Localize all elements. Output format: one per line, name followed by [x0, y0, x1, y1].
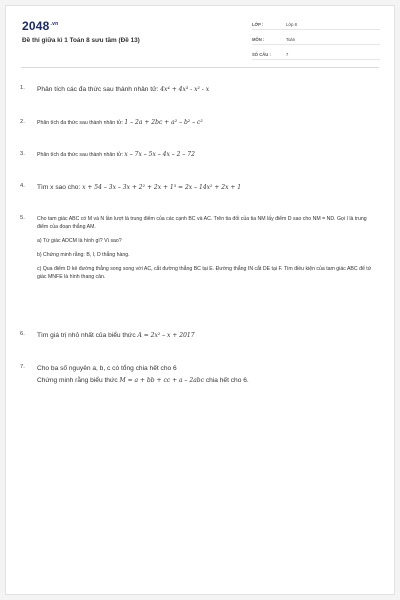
question-prompt: Phân tích các đa thức sau thành nhân tử:	[37, 86, 161, 93]
question-number: 3.	[20, 151, 25, 157]
question-number: 7.	[20, 364, 25, 370]
site-logo[interactable]	[22, 19, 58, 33]
question-line: Cho ba số nguyên a, b, c có tổng chia hết cho 6	[37, 365, 177, 372]
question-1	[20, 85, 378, 94]
question-math: 1 – 2a + 2bc + a² – b² – c²	[124, 119, 203, 126]
question-suffix: chia hết cho 6.	[204, 377, 249, 384]
question-number: 5.	[20, 215, 25, 221]
question-math: 4x⁴ + 4x³ - x² - x	[160, 86, 210, 93]
question-part-a: a) Tứ giác ADCM là hình gì? Vì sao?	[37, 238, 122, 244]
question-prompt: Tìm x sao cho:	[37, 184, 83, 191]
exam-meta	[252, 17, 380, 62]
logo-main: 2048	[22, 19, 50, 33]
header-divider	[21, 67, 379, 68]
meta-label: MÔN :	[252, 37, 265, 42]
question-number: 4.	[20, 183, 25, 189]
exam-page	[5, 5, 395, 595]
question-math: M = a + bb + cc + a – 2abc	[119, 377, 204, 384]
question-text	[37, 151, 378, 159]
question-7	[20, 364, 378, 385]
question-4	[20, 183, 378, 192]
exam-title: Đề thi giữa kì 1 Toán 8 sưu tầm (Đề 13)	[22, 37, 140, 44]
question-5	[20, 215, 378, 281]
question-3	[20, 151, 378, 159]
question-2	[20, 119, 378, 127]
question-part-b: b) Chứng minh rằng: B, I, D thẳng hàng.	[37, 252, 130, 258]
meta-row-count	[252, 47, 380, 60]
question-math: x + 54 – 3x – 3x + 2² + 2x + 1³ = 2x – 14x² + 2x + 1	[82, 184, 242, 191]
meta-row-subject	[252, 32, 380, 45]
question-number: 1.	[20, 85, 25, 91]
question-6	[20, 331, 378, 340]
question-text	[37, 364, 378, 385]
meta-row-class	[252, 17, 380, 30]
question-text	[37, 85, 378, 94]
meta-value: Lớp 8	[286, 22, 297, 27]
meta-label: LỚP :	[252, 22, 264, 27]
question-math: A = 2x² – x + 2017	[137, 332, 195, 339]
question-number: 2.	[20, 119, 25, 125]
meta-value: 7	[286, 52, 289, 57]
question-intro: Cho tam giác ABC có M và N lần lượt là trung điểm của các cạnh BC và AC. Trên tia đối của tia NM lấy điểm D sao cho NM = ND. Gọi I là trung điểm của đoạn thẳng AM.	[37, 216, 367, 230]
meta-value: Toán	[286, 37, 296, 42]
question-prompt: Phân tích đa thức sau thành nhân tử:	[37, 152, 125, 158]
meta-label: SỐ CÂU :	[252, 52, 271, 57]
question-text	[37, 119, 378, 127]
question-text	[37, 331, 378, 340]
question-math: x – 7x – 5x – 4x – 2 – 72	[124, 151, 195, 158]
question-line	[37, 376, 378, 385]
question-prompt: Chứng minh rằng biểu thức	[37, 377, 120, 384]
question-prompt: Tìm giá trị nhỏ nhất của biểu thức	[37, 332, 138, 339]
logo-suffix: .vn	[50, 21, 59, 27]
question-number: 6.	[20, 331, 25, 337]
question-prompt: Phân tích đa thức sau thành nhân tử:	[37, 120, 125, 126]
question-text	[37, 183, 378, 192]
question-text	[37, 215, 378, 281]
question-part-c: c) Qua điểm D kẻ đường thẳng song song với AC, cắt đường thẳng BC tại E. Đường thẳng IN cắt DE tại F. Tìm điều kiện của tam giác ABC để tứ giác MNFE là hình thang cân.	[37, 266, 372, 280]
